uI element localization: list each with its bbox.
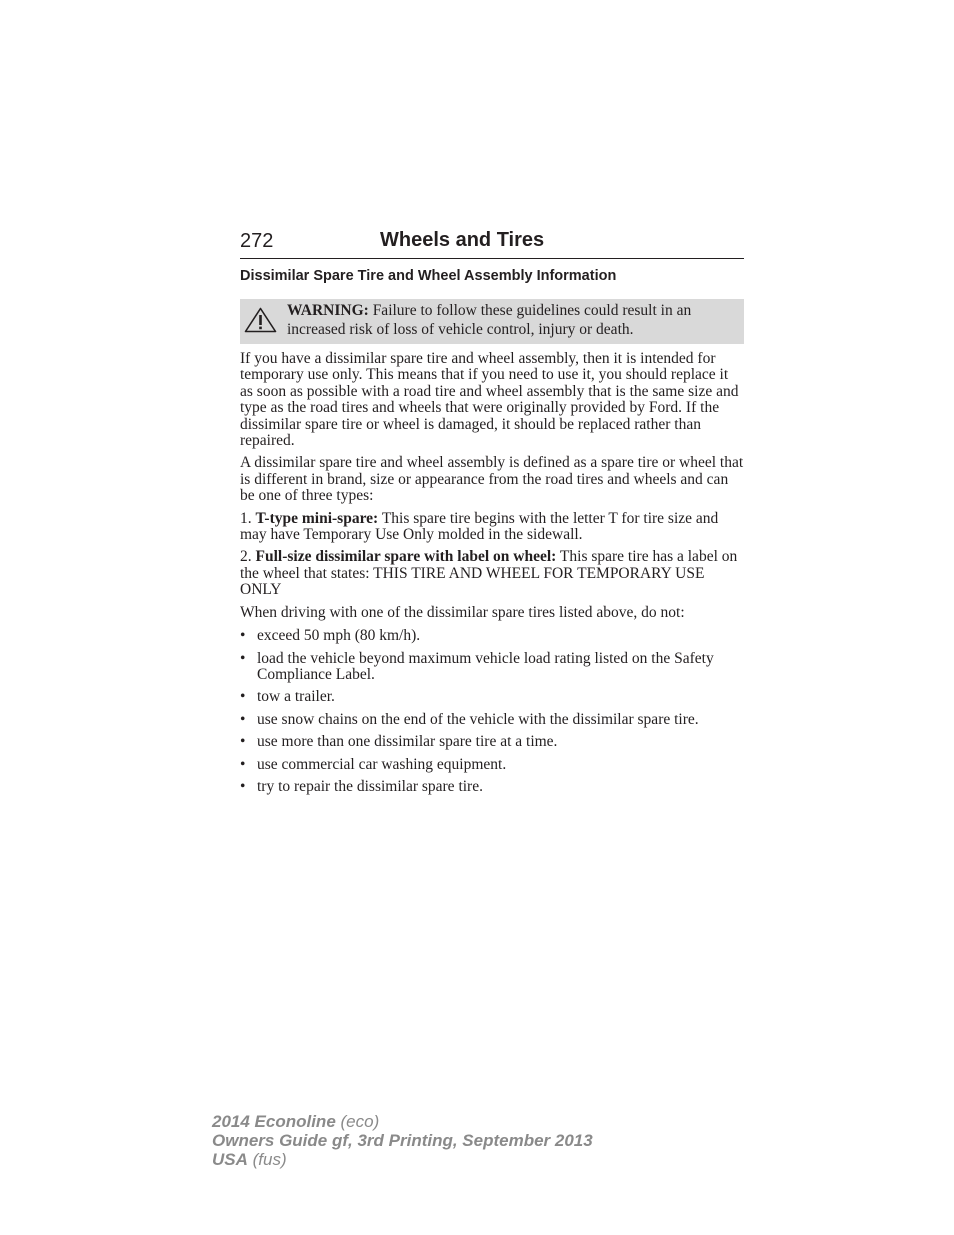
driving-paragraph: When driving with one of the dissimilar spare tires listed above, do not: (240, 603, 685, 621)
bullet-icon: • (240, 649, 246, 667)
page-header (240, 228, 744, 259)
bullet-icon: • (240, 710, 246, 728)
restrictions-list (240, 628, 744, 795)
list-item: • tow a trailer. (240, 688, 335, 706)
warning-box (240, 299, 744, 344)
section-title: Dissimilar Spare Tire and Wheel Assembly Information (240, 268, 617, 284)
type-2-paragraph (240, 549, 744, 598)
footer-line-3 (212, 1150, 593, 1169)
definition-paragraph: A dissimilar spare tire and wheel assembly is defined as a spare tire or wheel that is different in brand, size or appearance from the road tires and wheels and can be one of three types: (240, 454, 744, 505)
bullet-icon: • (240, 688, 246, 706)
warning-triangle-icon (244, 307, 277, 333)
type-2-label: Full-size dissimilar spare with label on wheel: (255, 548, 557, 566)
chapter-title: Wheels and Tires (380, 229, 545, 251)
list-item: • try to repair the dissimilar spare tire. (240, 777, 483, 795)
footer-model-code: (eco) (335, 1112, 380, 1131)
page-footer (212, 1112, 593, 1169)
list-item: • use more than one dissimilar spare tire at a time. (240, 733, 558, 751)
footer-line-2: Owners Guide gf, 3rd Printing, September 2013 (212, 1131, 593, 1150)
warning-label: WARNING: (287, 302, 369, 319)
bullet-icon: • (240, 627, 246, 645)
type-1-label: T-type mini-spare: (255, 509, 379, 527)
bullet-icon: • (240, 777, 246, 795)
list-item: • exceed 50 mph (80 km/h). (240, 627, 421, 645)
warning-message: Failure to follow these guidelines could result in an increased risk of loss of vehicle control, injury or death. (287, 302, 692, 338)
footer-market-code: (fus) (247, 1150, 287, 1169)
footer-line-1 (212, 1112, 593, 1131)
type-2-text: This spare tire has a label on the wheel that states: THIS TIRE AND WHEEL FOR TEMPORARY USE ONLY (240, 548, 738, 599)
list-item: • load the vehicle beyond maximum vehicle load rating listed on the Safety Compliance Label. (240, 649, 714, 683)
list-item: • use commercial car washing equipment. (240, 755, 507, 773)
list-item: • use snow chains on the end of the vehicle with the dissimilar spare tire. (240, 710, 699, 728)
warning-text (287, 301, 734, 339)
manual-page (240, 228, 744, 801)
footer-model: 2014 Econoline (212, 1112, 336, 1131)
bullet-icon: • (240, 755, 246, 773)
page-number: 272 (240, 230, 274, 252)
footer-market: USA (212, 1150, 248, 1169)
bullet-icon: • (240, 733, 246, 751)
intro-paragraph: If you have a dissimilar spare tire and wheel assembly, then it is intended for temporary use only. This means that if you need to use it, you should replace it as soon as possible with a road tire and wheel assembly that is the same size and type as the road tires and wheels that were originally provided by Ford. If the dissimilar spare tire or wheel is damaged, it should be replaced rather than repaired. (240, 350, 739, 450)
type-1-paragraph (240, 511, 744, 544)
type-1-number: 1. (240, 509, 256, 527)
type-2-number: 2. (240, 548, 256, 566)
type-1-text: This spare tire begins with the letter T for tire size and may have Temporary Use Only molded in the sidewall. (240, 509, 719, 544)
